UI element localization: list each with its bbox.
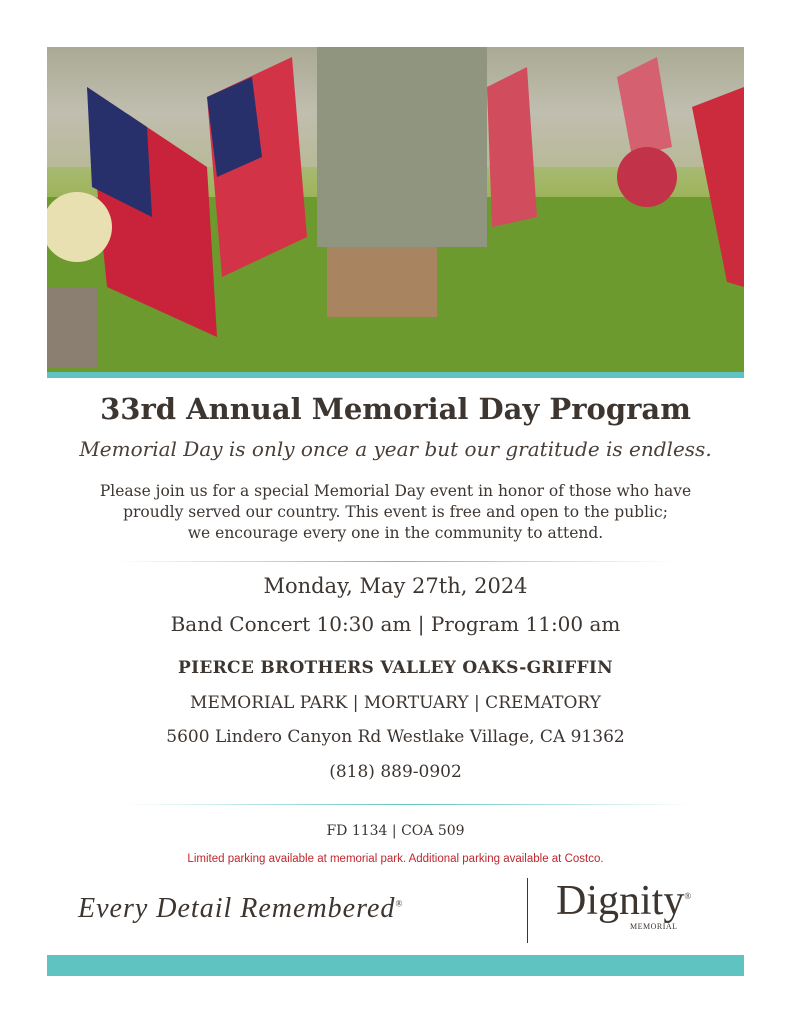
license-numbers: FD 1134 | COA 509 <box>326 823 465 839</box>
tagline <box>78 892 403 926</box>
dignity-logo <box>556 880 736 932</box>
event-times: Band Concert 10:30 am | Program 11:00 am <box>170 612 621 636</box>
brand-name: Dignity <box>556 878 685 924</box>
logo-divider <box>527 878 528 943</box>
teal-band-bottom <box>47 955 744 976</box>
parking-note: Limited parking available at memorial park. Additional parking available at Costco. <box>187 853 604 865</box>
hero-photo-flags-soldier <box>47 47 744 372</box>
intro-line: Please join us for a special Memorial Day event in honor of those who have <box>99 482 692 500</box>
venue-name: PIERCE BROTHERS VALLEY OAKS-GRIFFIN <box>178 658 613 678</box>
venue-address: 5600 Lindero Canyon Rd Westlake Village, CA 91362 <box>166 727 625 747</box>
brand-sub: MEMORIAL <box>630 922 678 931</box>
tagline-text: Every Detail Remembered <box>78 893 396 924</box>
intro-line: proudly served our country. This event is free and open to the public; <box>123 503 668 521</box>
registered-mark: ® <box>395 898 404 909</box>
divider <box>125 804 695 805</box>
subtitle: Memorial Day is only once a year but our gratitude is endless. <box>79 437 712 461</box>
registered-mark: ® <box>684 891 692 901</box>
teal-band-top <box>47 372 744 378</box>
venue-phone: (818) 889-0902 <box>329 762 462 782</box>
event-date: Monday, May 27th, 2024 <box>263 574 528 598</box>
page-title: 33rd Annual Memorial Day Program <box>100 392 691 426</box>
divider <box>115 561 675 562</box>
intro-paragraph <box>0 481 791 544</box>
venue-services: MEMORIAL PARK | MORTUARY | CREMATORY <box>190 693 601 713</box>
brand-name-row <box>556 880 736 922</box>
intro-line: we encourage every one in the community to attend. <box>187 524 604 542</box>
